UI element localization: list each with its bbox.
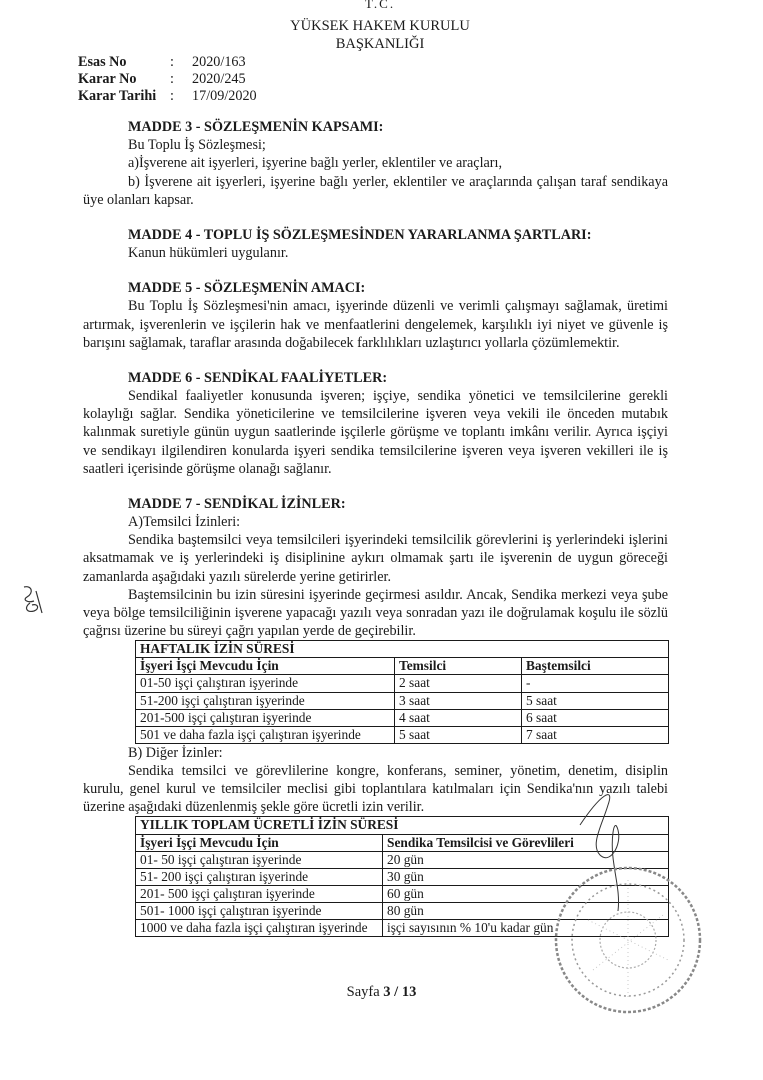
subsection-heading: A)Temsilci İzinleri: bbox=[128, 514, 241, 531]
table-header: Baştemsilci bbox=[522, 658, 669, 675]
case-meta bbox=[78, 53, 378, 104]
table-cell: 4 saat bbox=[395, 709, 522, 726]
paragraph: b) İşverene ait işyerleri, işyerine bağlı yerler, eklentiler ve araçlarında çalışan taraf sendikaya üye olanları kapsar. bbox=[83, 173, 668, 208]
table-header: Sendika Temsilcisi ve Görevlileri bbox=[383, 834, 669, 851]
subsection-heading: B) Diğer İzinler: bbox=[128, 744, 223, 761]
table-header-row bbox=[136, 658, 669, 675]
meta-label: Karar No bbox=[78, 71, 137, 87]
table-header: Temsilci bbox=[395, 658, 522, 675]
meta-row-karar bbox=[78, 70, 378, 87]
table-row bbox=[136, 692, 669, 709]
paragraph: Kanun hükümleri uygulanır. bbox=[128, 245, 289, 262]
weekly-leave-table bbox=[135, 640, 669, 743]
meta-value: 17/09/2020 bbox=[192, 88, 257, 104]
meta-value: 2020/245 bbox=[192, 71, 246, 87]
table-cell: 501- 1000 işçi çalıştıran işyerinde bbox=[136, 902, 383, 919]
footer-prefix: Sayfa bbox=[346, 984, 384, 1000]
paragraph: Bu Toplu İş Sözleşmesi; bbox=[128, 137, 266, 154]
paragraph: a)İşverene ait işyerleri, işyerine bağlı yerler, eklentiler ve araçları, bbox=[128, 155, 503, 172]
table-cell: 01-50 işçi çalıştıran işyerinde bbox=[136, 675, 395, 692]
header-department: BAŞKANLIĞI bbox=[335, 36, 425, 52]
table-cell: 30 gün bbox=[383, 868, 669, 885]
section-heading: MADDE 7 - SENDİKAL İZİNLER: bbox=[128, 495, 346, 512]
table-title: HAFTALIK İZİN SÜRESİ bbox=[136, 641, 669, 658]
table-cell: 201-500 işçi çalıştıran işyerinde bbox=[136, 709, 395, 726]
section-heading: MADDE 4 - TOPLU İŞ SÖZLEŞMESİNDEN YARARLANMA ŞARTLARI: bbox=[128, 226, 592, 243]
header-top-fragment: T.C. bbox=[364, 0, 396, 10]
table-cell: 1000 ve daha fazla işçi çalıştıran işyerinde bbox=[136, 919, 383, 936]
meta-colon: : bbox=[170, 88, 174, 104]
meta-row-karar-tarihi bbox=[78, 87, 378, 104]
table-cell: - bbox=[522, 675, 669, 692]
table-cell: 5 saat bbox=[395, 726, 522, 743]
table-cell: 5 saat bbox=[522, 692, 669, 709]
table-cell: 201- 500 işçi çalıştıran işyerinde bbox=[136, 885, 383, 902]
paragraph: Bu Toplu İş Sözleşmesi'nin amacı, işyerinde düzenli ve verimli çalışmayı sağlamak, üretimi artırmak, işverenlerin ve işçilerin hak ve menfaatlerini dengelemek, karşılıklı iyi niyet ve güvenle iş barışını sağlamak, taraflar arasında doğabilecek farklılıkları uzlaştırıcı yollarla çözümlemektir. bbox=[83, 298, 668, 351]
meta-colon: : bbox=[170, 71, 174, 87]
meta-label: Esas No bbox=[78, 54, 127, 70]
table-row bbox=[136, 709, 669, 726]
table-header: İşyeri İşçi Mevcudu İçin bbox=[136, 658, 395, 675]
paragraph: Baştemsilcinin bu izin süresini işyerinde geçirmesi asıldır. Ancak, Sendika merkezi veya şube veya bölge temsilciliğinin işverene yapacağı yazılı veya sonradan yazı ile doğrulamak koşulu ile sözlü çağrısı üzerine bu süreyi çağrı yapılan yerde de geçirebilir. bbox=[83, 586, 668, 640]
meta-colon: : bbox=[170, 54, 174, 70]
paragraph: Sendika temsilci ve görevlilerine kongre, konferans, seminer, yönetim, denetim, disiplin kurulu, genel kurul ve temsilciler meclisi gibi toplantılara katılmaları için Sendika'nın yazılı talebi üzerine aşağıdaki düzenlenmiş şekle göre ücretli izin verilir. bbox=[83, 762, 668, 816]
table-cell: 60 gün bbox=[383, 885, 669, 902]
table-cell: 01- 50 işçi çalıştıran işyerinde bbox=[136, 851, 383, 868]
section-heading: MADDE 3 - SÖZLEŞMENİN KAPSAMI: bbox=[128, 119, 384, 135]
meta-row-esas bbox=[78, 53, 378, 70]
table-row bbox=[136, 726, 669, 743]
page-footer bbox=[0, 983, 763, 1002]
paragraph: Sendika baştemsilci veya temsilcileri işyerindeki temsilcilik görevlerini iş yerlerindeki işlerini aksatmamak ve iş yerlerindeki iş disiplinine aykırı olmamak şartı ile işverenin de uygun göreceği zamanlarda aşağıdaki yazılı sürelerde yerine getirirler. bbox=[83, 532, 668, 585]
paragraph: Sendikal faaliyetler konusunda işveren; işçiye, sendika yönetici ve temsilcilerine gerekli kolaylığı sağlar. Sendika yöneticilerine ve temsilcilerine işveren veya vekili ile önceden mutabık kalınmak suretiyle günün uygun saatlerinde işçilerle görüşme ve toplantı imkânı verilir. Ayrıca işçiyi ve sendikayı ilgilendiren konularda işyeri sendika temsilcilerine işveren veya işveren vekilleri ile iş saatleri içerisinde görüşme olanağı sağlanır. bbox=[83, 388, 668, 477]
table-cell: 2 saat bbox=[395, 675, 522, 692]
table-cell: 20 gün bbox=[383, 851, 669, 868]
table-cell: 501 ve daha fazla işçi çalıştıran işyerinde bbox=[136, 726, 395, 743]
table-cell: 6 saat bbox=[522, 709, 669, 726]
margin-initials-icon bbox=[18, 583, 48, 617]
table-cell: 3 saat bbox=[395, 692, 522, 709]
table-cell: 51- 200 işçi çalıştıran işyerinde bbox=[136, 868, 383, 885]
table-row bbox=[136, 675, 669, 692]
table-cell: 80 gün bbox=[383, 902, 669, 919]
table-cell: 7 saat bbox=[522, 726, 669, 743]
table-cell: 51-200 işçi çalıştıran işyerinde bbox=[136, 692, 395, 709]
table-cell: işçi sayısının % 10'u kadar gün bbox=[383, 919, 669, 936]
table-title-row bbox=[136, 641, 669, 658]
section-heading: MADDE 5 - SÖZLEŞMENİN AMACI: bbox=[128, 280, 366, 297]
header-institution: YÜKSEK HAKEM KURULU bbox=[290, 18, 470, 34]
meta-value: 2020/163 bbox=[192, 54, 246, 70]
page-number: 3 / 13 bbox=[383, 984, 417, 1000]
meta-label: Karar Tarihi bbox=[78, 88, 157, 104]
section-heading: MADDE 6 - SENDİKAL FAALİYETLER: bbox=[128, 369, 388, 386]
table-title: YILLIK TOPLAM ÜCRETLİ İZİN SÜRESİ bbox=[136, 817, 669, 834]
table-header: İşyeri İşçi Mevcudu İçin bbox=[136, 834, 383, 851]
